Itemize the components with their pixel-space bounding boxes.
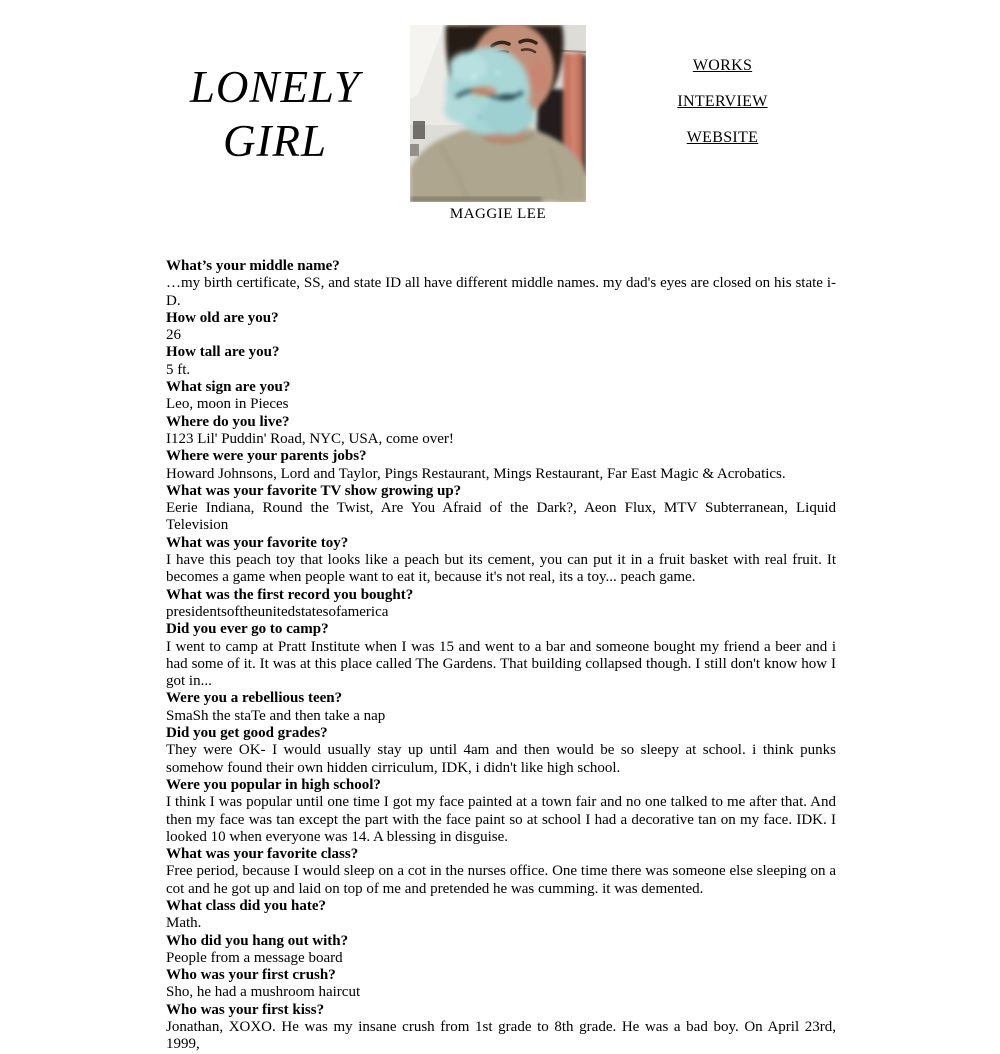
question: Where were your parents jobs? (166, 448, 367, 465)
qa-item (166, 344, 836, 379)
qa-item (166, 725, 836, 777)
question: What class did you hate? (166, 897, 327, 914)
answer: Sho, he had a mushroom haircut (166, 984, 361, 1001)
nav-link-works[interactable]: WORKS (692, 57, 753, 74)
qa-item (166, 448, 836, 483)
qa-item (166, 535, 836, 587)
answer: Math. (166, 915, 202, 932)
question: Did you get good grades? (166, 725, 328, 742)
question: What was your favorite toy? (166, 534, 349, 551)
page-title-line2: GIRL (223, 116, 327, 166)
answer: SmaSh the staTe and then take a nap (166, 707, 386, 724)
qa-item (166, 846, 836, 898)
interview-body (166, 258, 836, 1054)
qa-list (166, 258, 836, 1054)
answer: I have this peach toy that looks like a peach but its cement, you can put it in a fruit basket with real fruit. It becomes a game when people want to eat it, because it's not real, its a toy... peach game. (166, 552, 836, 586)
portrait (410, 25, 586, 222)
qa-item (166, 967, 836, 1002)
qa-item (166, 1002, 836, 1054)
answer: People from a message board (166, 949, 343, 966)
answer: I think I was popular until one time I got my face painted at a town fair and no one talked to me after that. And then my face was tan except the part with the face paint so at school I had a decorative tan on my face. IDK. I looked 10 when everyone was 14. A blessing in disguise. (166, 794, 836, 845)
question: Who was your first crush? (166, 967, 336, 984)
question: How tall are you? (166, 344, 280, 361)
question: What was the first record you bought? (166, 586, 414, 603)
qa-item (166, 898, 836, 933)
answer: 5 ft. (166, 361, 191, 378)
question: What’s your middle name? (166, 258, 340, 274)
answer: Leo, moon in Pieces (166, 396, 289, 413)
nav-link-website[interactable]: WEBSITE (686, 129, 759, 146)
main-nav (645, 57, 800, 165)
question: Were you a rebellious teen? (166, 690, 343, 707)
question: How old are you? (166, 309, 279, 326)
page-title (140, 60, 410, 168)
qa-item (166, 379, 836, 414)
qa-item (166, 483, 836, 535)
answer: presidentsoftheunitedstatesofamerica (166, 603, 389, 620)
nav-link-interview[interactable]: INTERVIEW (677, 93, 768, 110)
answer: 26 (166, 327, 181, 344)
qa-item (166, 621, 836, 690)
answer: I123 Lil' Puddin' Road, NYC, USA, come over! (166, 430, 454, 447)
answer: I went to camp at Pratt Institute when I was 15 and went to a bar and someone bought my friend a beer and i had some of it. It was at this place called The Gardens. That building collapsed though. I still don't know how I got in... (166, 638, 836, 690)
question: What was your favorite TV show growing up? (166, 482, 462, 499)
question: Who was your first kiss? (166, 1001, 325, 1018)
qa-item (166, 933, 836, 968)
answer: Free period, because I would sleep on a cot in the nurses office. One time there was someone else sleeping on a cot and he got up and laid on top of me and pretended he was cumming. it was demented. (166, 863, 836, 897)
answer: They were OK- I would usually stay up until 4am and then would be so sleepy at school. i think punks somehow found their own hidden cirriculum, IDK, i didn't like high school. (166, 742, 836, 776)
question: Were you popular in high school? (166, 776, 381, 793)
page-title-line1: LONELY (189, 62, 361, 112)
qa-item (166, 587, 836, 622)
qa-item (166, 690, 836, 725)
answer: Jonathan, XOXO. He was my insane crush from 1st grade to 8th grade. He was a bad boy. On April 23rd, 1999, (166, 1019, 836, 1053)
question: What sign are you? (166, 379, 291, 396)
answer: …my birth certificate, SS, and state ID all have different middle names. my dad's eyes are closed on his state i-D. (166, 275, 836, 309)
qa-item (166, 777, 836, 846)
question: What was your favorite class? (166, 846, 359, 863)
answer: Eerie Indiana, Round the Twist, Are You Afraid of the Dark?, Aeon Flux, MTV Subterranean, Liquid Television (166, 500, 836, 534)
question: Who did you hang out with? (166, 932, 349, 949)
question: Where do you live? (166, 413, 290, 430)
answer: Howard Johnsons, Lord and Taylor, Pings Restaurant, Mings Restaurant, Far East Magic & Acrobatics. (166, 465, 786, 482)
question: Did you ever go to camp? (166, 621, 329, 638)
qa-item (166, 414, 836, 449)
qa-item (166, 310, 836, 345)
portrait-photo (410, 25, 586, 202)
portrait-caption: MAGGIE LEE (449, 206, 547, 222)
qa-item (166, 258, 836, 310)
